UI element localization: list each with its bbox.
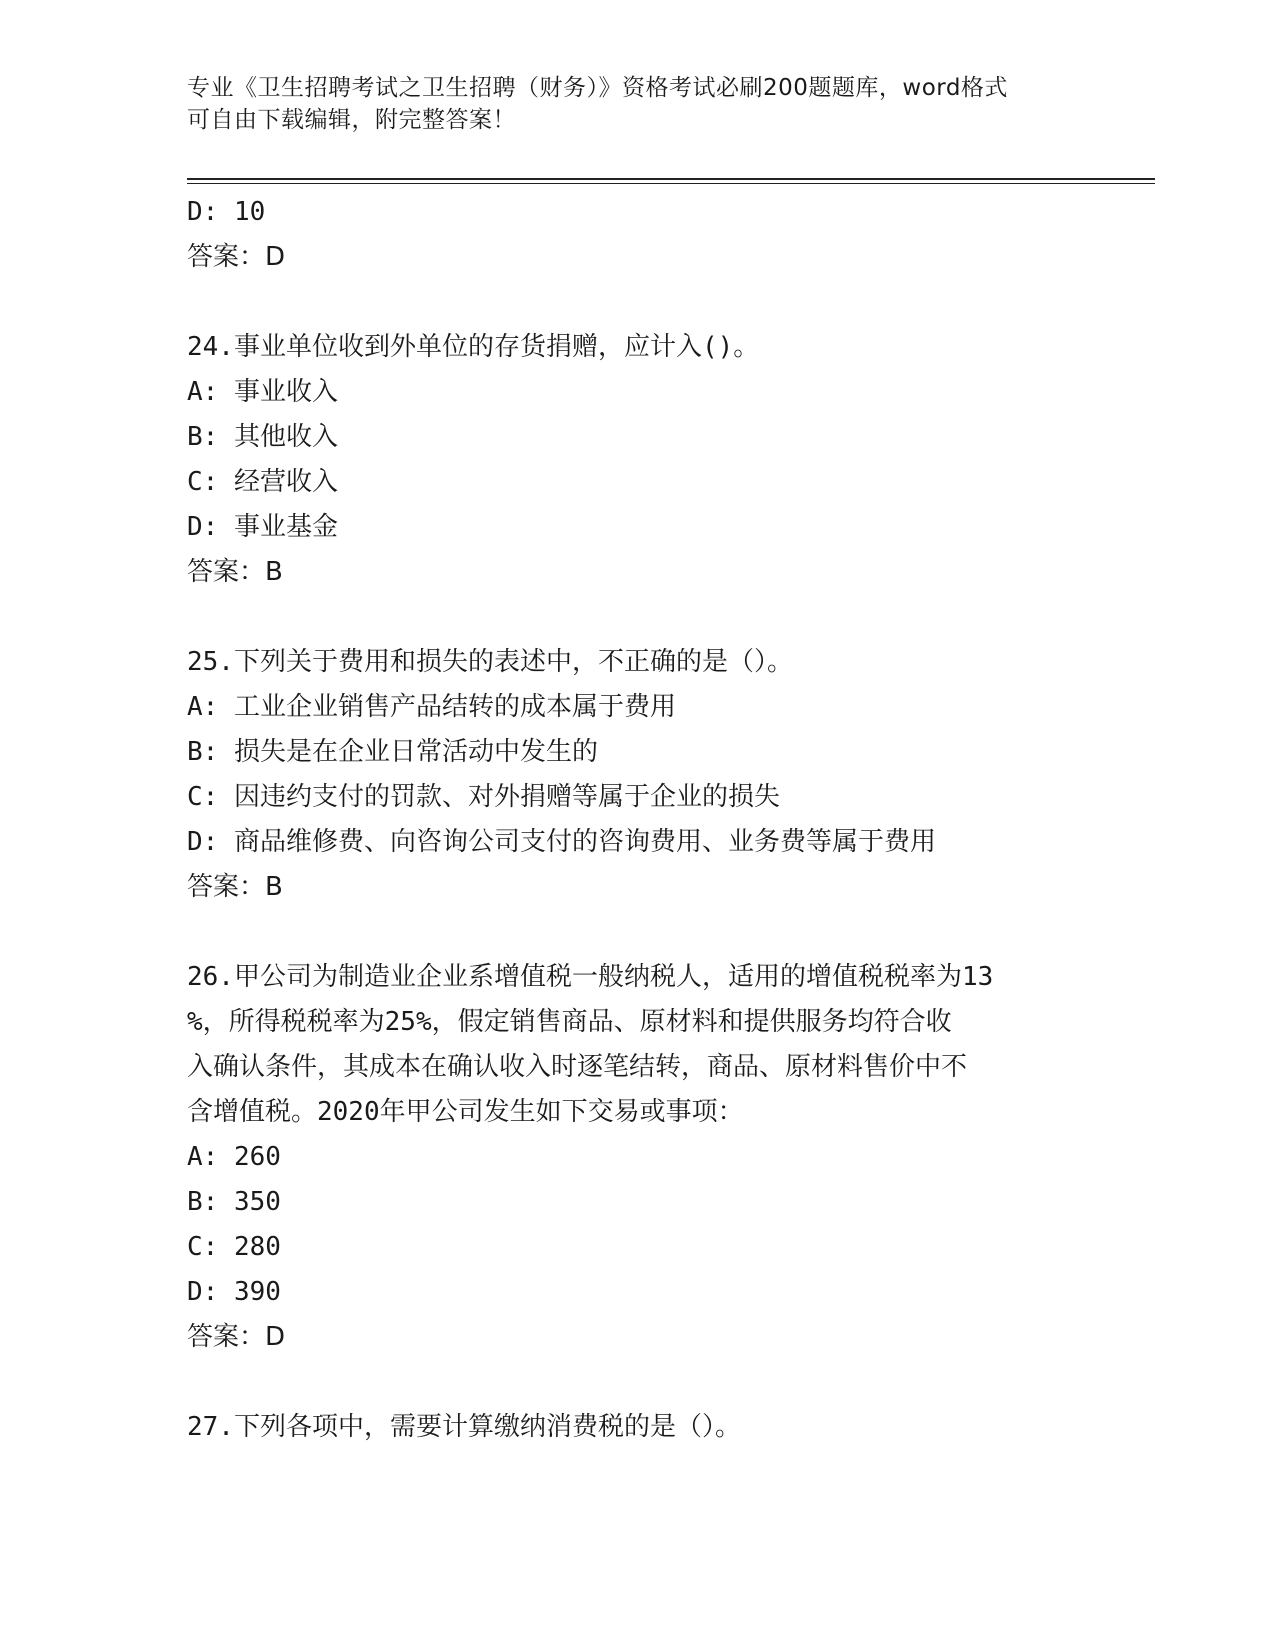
header-rule-thick (187, 178, 1155, 180)
header-line-1: 专业《卫生招聘考试之卫生招聘（财务）》资格考试必刷200题题库，word格式 (187, 75, 1008, 101)
option-a: A: 工业企业销售产品结转的成本属于费用 (187, 692, 676, 722)
option-b: B: 其他收入 (187, 422, 338, 452)
option-d: D: 10 (187, 197, 266, 227)
question-27 (187, 1405, 1087, 1450)
header-line-2: 可自由下载编辑，附完整答案！ (187, 107, 516, 133)
option-a: A: 260 (187, 1142, 281, 1172)
question-26 (187, 955, 1087, 1360)
question-text: 24.事业单位收到外单位的存货捐赠，应计入()。 (187, 332, 760, 362)
answer: 答案：D (187, 242, 286, 272)
document-header (187, 72, 1087, 136)
option-b: B: 损失是在企业日常活动中发生的 (187, 737, 598, 767)
option-a: A: 事业收入 (187, 377, 338, 407)
question-text-line: 26.甲公司为制造业企业系增值税一般纳税人，适用的增值税税率为13 (187, 962, 994, 992)
answer: 答案：B (187, 872, 283, 902)
question-24 (187, 325, 1087, 595)
option-d: D: 事业基金 (187, 512, 338, 542)
document-body (187, 190, 1087, 1450)
option-d: D: 390 (187, 1277, 281, 1307)
option-c: C: 280 (187, 1232, 281, 1262)
option-c: C: 因违约支付的罚款、对外捐赠等属于企业的损失 (187, 782, 780, 812)
answer: 答案：D (187, 1322, 286, 1352)
question-text-line: 入确认条件，其成本在确认收入时逐笔结转，商品、原材料售价中不 (187, 1052, 968, 1082)
question-text-line: 含增值税。2020年甲公司发生如下交易或事项： (187, 1097, 744, 1127)
question-text-line: %，所得税税率为25%，假定销售商品、原材料和提供服务均符合收 (187, 1007, 952, 1037)
option-d: D: 商品维修费、向咨询公司支付的咨询费用、业务费等属于费用 (187, 827, 936, 857)
question-text: 25.下列关于费用和损失的表述中，不正确的是（）。 (187, 647, 793, 677)
question-25 (187, 640, 1087, 910)
header-rule-thin (187, 183, 1155, 184)
answer: 答案：B (187, 557, 283, 587)
question-text: 27.下列各项中，需要计算缴纳消费税的是（）。 (187, 1412, 741, 1442)
option-c: C: 经营收入 (187, 467, 338, 497)
option-b: B: 350 (187, 1187, 281, 1217)
